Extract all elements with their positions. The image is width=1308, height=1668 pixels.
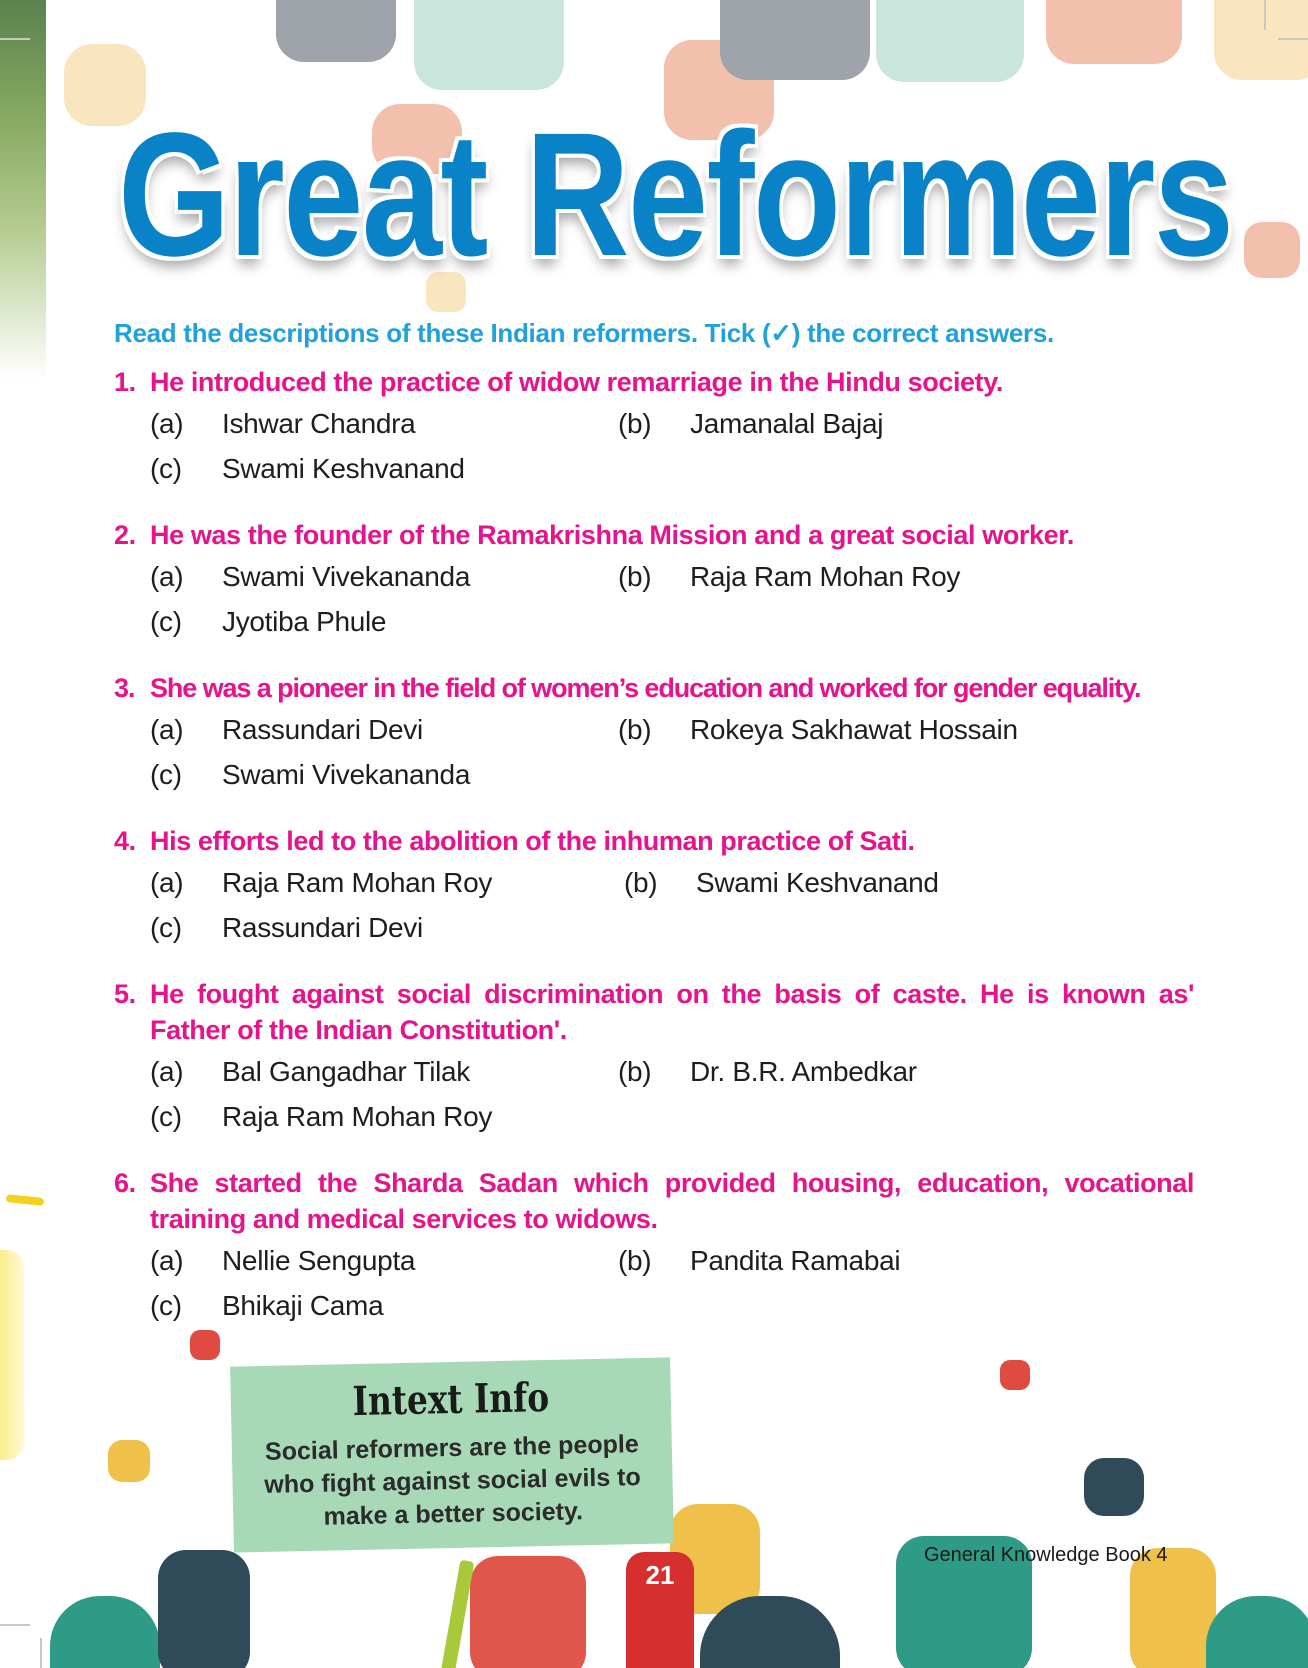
crop-mark bbox=[1264, 0, 1266, 30]
option-label: (a) bbox=[150, 561, 184, 592]
option-text: Rassundari Devi bbox=[222, 714, 423, 745]
option-text: Swami Keshvanand bbox=[222, 453, 465, 484]
question-text: She started the Sharda Sadan which provided housing, education, vocational training and medical services to widows. bbox=[150, 1168, 1194, 1234]
option-label: (a) bbox=[150, 867, 184, 898]
question-text: He was the founder of the Ramakrishna Mission and a great social worker. bbox=[150, 520, 1074, 550]
crop-mark bbox=[40, 1638, 42, 1668]
option-label: (b) bbox=[618, 561, 652, 592]
option-text: Dr. B.R. Ambedkar bbox=[690, 1056, 917, 1087]
option-label: (a) bbox=[150, 714, 184, 745]
question-number: 3. bbox=[114, 673, 135, 703]
option-label: (b) bbox=[618, 714, 652, 745]
option-text: Raja Ram Mohan Roy bbox=[690, 561, 961, 592]
question-text: He fought against social discrimination on the basis of caste. He is known as' Father of the Indian Constitution'. bbox=[150, 979, 1194, 1045]
decor-blob bbox=[470, 1556, 586, 1668]
option-text: Pandita Ramabai bbox=[690, 1245, 901, 1276]
intext-info-title: Intext Info bbox=[352, 1373, 550, 1426]
crop-mark bbox=[1278, 38, 1308, 40]
book-title: General Knowledge Book 4 bbox=[924, 1544, 1168, 1566]
decor-blob bbox=[1214, 0, 1308, 80]
garden-photo-strip bbox=[0, 0, 46, 380]
question-4 bbox=[114, 823, 1194, 859]
decor-blob bbox=[1244, 222, 1300, 278]
option-text: Bal Gangadhar Tilak bbox=[222, 1056, 471, 1087]
option-label: (b) bbox=[618, 1056, 652, 1087]
decor-blob bbox=[50, 1596, 160, 1668]
decor-blob bbox=[108, 1440, 150, 1482]
option-text: Jamanalal Bajaj bbox=[690, 408, 884, 439]
option-label: (c) bbox=[150, 1290, 182, 1321]
option-text: Ishwar Chandra bbox=[222, 408, 416, 439]
page-number: 21 bbox=[626, 1552, 694, 1668]
option-text: Rokeya Sakhawat Hossain bbox=[690, 714, 1018, 745]
decor-blob bbox=[876, 0, 1024, 82]
decor-blob bbox=[1206, 1596, 1308, 1668]
option-text: Rassundari Devi bbox=[222, 912, 423, 943]
question-1 bbox=[114, 364, 1194, 400]
option-label: (c) bbox=[150, 912, 182, 943]
instruction-text: Read the descriptions of these Indian reformers. Tick (✓) the correct answers. bbox=[114, 318, 1054, 348]
question-text: His efforts led to the abolition of the inhuman practice of Sati. bbox=[150, 826, 915, 856]
option-label: (c) bbox=[150, 1101, 182, 1132]
option-text: Raja Ram Mohan Roy bbox=[222, 867, 493, 898]
option-label: (c) bbox=[150, 759, 182, 790]
question-number: 4. bbox=[114, 826, 136, 856]
crop-mark bbox=[0, 38, 30, 40]
option-label: (a) bbox=[150, 408, 184, 439]
option-label: (b) bbox=[618, 1245, 652, 1276]
decor-blob bbox=[414, 0, 564, 90]
decor-blob bbox=[190, 1330, 220, 1360]
option-text: Swami Vivekananda bbox=[222, 759, 471, 790]
decor-blob bbox=[276, 0, 396, 62]
option-text: Swami Keshvanand bbox=[696, 867, 939, 898]
question-number: 5. bbox=[114, 979, 136, 1009]
option-label: (c) bbox=[150, 606, 182, 637]
question-6 bbox=[114, 1165, 1194, 1237]
question-text: She was a pioneer in the field of women’s education and worked for gender equality. bbox=[150, 673, 1141, 703]
question-number: 2. bbox=[114, 520, 136, 550]
decor-stroke bbox=[6, 1194, 45, 1206]
option-label: (a) bbox=[150, 1056, 184, 1087]
question-number: 1. bbox=[114, 367, 136, 397]
decor-blob bbox=[158, 1550, 250, 1668]
option-text: Raja Ram Mohan Roy bbox=[222, 1101, 493, 1132]
question-3 bbox=[114, 670, 1194, 706]
decor-blob bbox=[720, 0, 870, 80]
option-label: (a) bbox=[150, 1245, 184, 1276]
page-title: Great Reformers bbox=[118, 97, 1233, 293]
decor-blob bbox=[1084, 1458, 1144, 1516]
crop-mark bbox=[0, 1624, 30, 1626]
option-label: (b) bbox=[618, 408, 652, 439]
option-text: Bhikaji Cama bbox=[222, 1290, 384, 1321]
decor-glow bbox=[0, 1250, 24, 1460]
option-text: Nellie Sengupta bbox=[222, 1245, 416, 1276]
option-text: Jyotiba Phule bbox=[222, 606, 387, 637]
option-label: (b) bbox=[624, 867, 658, 898]
question-number: 6. bbox=[114, 1168, 136, 1198]
option-label: (c) bbox=[150, 453, 182, 484]
option-text: Swami Vivekananda bbox=[222, 561, 471, 592]
question-text: He introduced the practice of widow remarriage in the Hindu society. bbox=[150, 367, 1003, 397]
decor-blob bbox=[1046, 0, 1182, 64]
decor-blob bbox=[1000, 1360, 1030, 1390]
intext-info-body: Social reformers are the people who fight against social evils to make a better society. bbox=[264, 1430, 642, 1531]
intext-info-card bbox=[230, 1357, 674, 1552]
question-5 bbox=[114, 976, 1194, 1048]
question-2 bbox=[114, 517, 1194, 553]
